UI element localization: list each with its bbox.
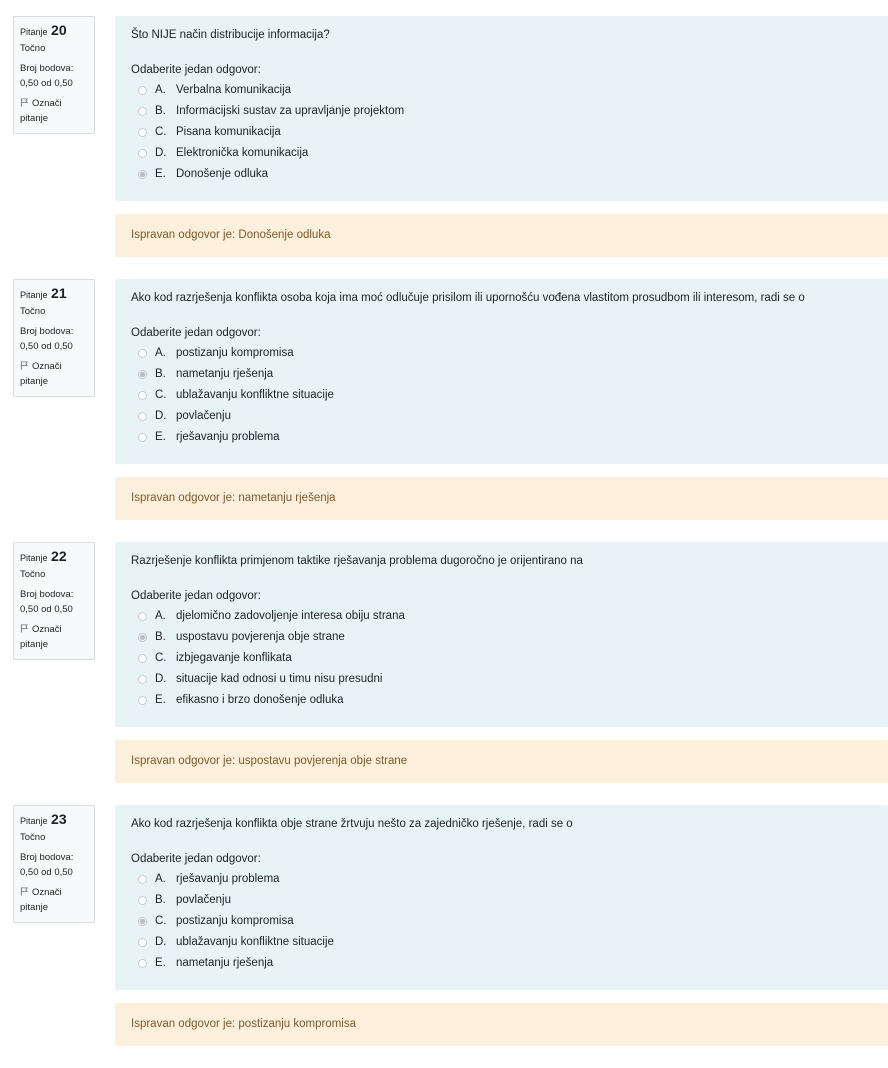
answer-list — [131, 869, 872, 974]
answer-letter: D. — [155, 936, 167, 948]
answer-letter: E. — [155, 957, 166, 969]
answer-letter: A. — [155, 84, 166, 96]
question-info — [13, 542, 95, 660]
answer-prompt: Odaberite jedan odgovor: — [131, 590, 261, 602]
answer-option[interactable] — [131, 869, 872, 890]
answer-radio[interactable] — [138, 149, 147, 158]
question-22 — [0, 542, 888, 805]
answer-radio[interactable] — [138, 896, 147, 905]
answer-radio[interactable] — [138, 391, 147, 400]
question-formulation — [115, 542, 888, 727]
answer-letter: C. — [155, 915, 167, 927]
answer-letter: D. — [155, 673, 167, 685]
answer-option[interactable] — [131, 122, 872, 143]
answer-text: rješavanju problema — [176, 873, 280, 885]
answer-option[interactable] — [131, 143, 872, 164]
flag-icon — [20, 98, 29, 107]
answer-radio[interactable] — [138, 938, 147, 947]
answer-text: postizanju kompromisa — [176, 915, 294, 927]
answer-text: rješavanju problema — [176, 431, 280, 443]
question-number: 22 — [51, 548, 67, 564]
answer-letter: B. — [155, 105, 166, 117]
question-text: Što NIJE način distribucije informacija? — [131, 29, 330, 41]
answer-letter: E. — [155, 431, 166, 443]
correct-answer-feedback: Ispravan odgovor je: postizanju kompromisa — [115, 1003, 888, 1046]
answer-text: efikasno i brzo donošenje odluka — [176, 694, 344, 706]
answer-prompt: Odaberite jedan odgovor: — [131, 853, 261, 865]
answer-option[interactable] — [131, 164, 872, 185]
answer-option[interactable] — [131, 890, 872, 911]
question-formulation — [115, 805, 888, 990]
question-number: 23 — [51, 811, 67, 827]
answer-option[interactable] — [131, 385, 872, 406]
question-label: Pitanje — [20, 816, 48, 826]
question-label: Pitanje — [20, 27, 48, 37]
answer-text: nametanju rješenja — [176, 368, 274, 380]
answer-option[interactable] — [131, 932, 872, 953]
answer-text: izbjegavanje konflikata — [176, 652, 292, 664]
answer-radio[interactable] — [138, 612, 147, 621]
answer-radio[interactable] — [138, 412, 147, 421]
answer-text: Donošenje odluka — [176, 168, 269, 180]
answer-text: uspostavu povjerenja obje strane — [176, 631, 345, 643]
question-number-line — [20, 549, 88, 566]
question-21 — [0, 279, 888, 542]
answer-letter: A. — [155, 873, 166, 885]
answer-radio[interactable] — [138, 917, 147, 926]
answer-option[interactable] — [131, 669, 872, 690]
question-20 — [0, 16, 888, 279]
answer-radio[interactable] — [138, 633, 147, 642]
answer-radio[interactable] — [138, 654, 147, 663]
answer-list — [131, 606, 872, 711]
question-text: Razrješenje konflikta primjenom taktike rješavanja problema dugoročno je orijentirano na — [131, 555, 583, 567]
correct-answer-feedback: Ispravan odgovor je: uspostavu povjerenja obje strane — [115, 740, 888, 783]
answer-option[interactable] — [131, 406, 872, 427]
question-info — [13, 805, 95, 923]
question-number-line — [20, 812, 88, 829]
question-state: Točno — [20, 306, 46, 317]
correct-answer-feedback: Ispravan odgovor je: nametanju rješenja — [115, 477, 888, 520]
answer-option[interactable] — [131, 606, 872, 627]
answer-letter: E. — [155, 694, 166, 706]
flag-question-link[interactable] — [20, 96, 88, 126]
answer-text: djelomično zadovoljenje interesa obiju strana — [176, 610, 405, 622]
answer-text: nametanju rješenja — [176, 957, 274, 969]
question-state: Točno — [20, 569, 46, 580]
answer-radio[interactable] — [138, 696, 147, 705]
flag-question-link[interactable] — [20, 359, 88, 389]
answer-option[interactable] — [131, 427, 872, 448]
answer-option[interactable] — [131, 364, 872, 385]
question-23 — [0, 805, 888, 1068]
answer-text: ublažavanju konfliktne situacije — [176, 389, 334, 401]
answer-radio[interactable] — [138, 370, 147, 379]
answer-prompt: Odaberite jedan odgovor: — [131, 64, 261, 76]
question-grade: Broj bodova: 0,50 od 0,50 — [20, 326, 74, 352]
question-label: Pitanje — [20, 290, 48, 300]
question-info — [13, 16, 95, 134]
answer-letter: C. — [155, 126, 167, 138]
flag-icon — [20, 624, 29, 633]
question-number: 21 — [51, 285, 67, 301]
answer-list — [131, 80, 872, 185]
question-grade: Broj bodova: 0,50 od 0,50 — [20, 63, 74, 89]
answer-text: povlačenju — [176, 894, 231, 906]
answer-letter: C. — [155, 389, 167, 401]
question-number-line — [20, 23, 88, 40]
question-grade: Broj bodova: 0,50 od 0,50 — [20, 589, 74, 615]
answer-text: Elektronička komunikacija — [176, 147, 309, 159]
question-number: 20 — [51, 22, 67, 38]
flag-question-label: Označi pitanje — [20, 624, 62, 650]
answer-letter: B. — [155, 631, 166, 643]
answer-option[interactable] — [131, 911, 872, 932]
answer-letter: A. — [155, 347, 166, 359]
answer-radio[interactable] — [138, 959, 147, 968]
answer-text: ublažavanju konfliktne situacije — [176, 936, 334, 948]
answer-option[interactable] — [131, 627, 872, 648]
answer-text: Verbalna komunikacija — [176, 84, 292, 96]
question-formulation — [115, 16, 888, 201]
question-info — [13, 279, 95, 397]
answer-radio[interactable] — [138, 170, 147, 179]
answer-radio[interactable] — [138, 675, 147, 684]
answer-letter: D. — [155, 410, 167, 422]
answer-letter: A. — [155, 610, 166, 622]
answer-letter: B. — [155, 368, 166, 380]
question-state: Točno — [20, 832, 46, 843]
answer-radio[interactable] — [138, 433, 147, 442]
answer-text: povlačenju — [176, 410, 231, 422]
answer-letter: D. — [155, 147, 167, 159]
question-text: Ako kod razrješenja konflikta osoba koja ima moć odlučuje prisilom ili upornošću vođena vlastitom prosudbom ili interesom, radi se o — [131, 292, 805, 304]
answer-text: situacije kad odnosi u timu nisu presudni — [176, 673, 383, 685]
question-text: Ako kod razrješenja konflikta obje strane žrtvuju nešto za zajedničko rješenje, radi se o — [131, 818, 573, 830]
answer-radio[interactable] — [138, 107, 147, 116]
answer-text: postizanju kompromisa — [176, 347, 294, 359]
flag-icon — [20, 361, 29, 370]
answer-letter: E. — [155, 168, 166, 180]
question-label: Pitanje — [20, 553, 48, 563]
flag-question-link[interactable] — [20, 885, 88, 915]
question-number-line — [20, 286, 88, 303]
question-state: Točno — [20, 43, 46, 54]
flag-question-label: Označi pitanje — [20, 887, 62, 913]
correct-answer-feedback: Ispravan odgovor je: Donošenje odluka — [115, 214, 888, 257]
answer-list — [131, 343, 872, 448]
answer-text: Pisana komunikacija — [176, 126, 281, 138]
flag-question-label: Označi pitanje — [20, 361, 62, 387]
flag-question-link[interactable] — [20, 622, 88, 652]
answer-letter: C. — [155, 652, 167, 664]
question-formulation — [115, 279, 888, 464]
answer-prompt: Odaberite jedan odgovor: — [131, 327, 261, 339]
answer-text: Informacijski sustav za upravljanje projektom — [176, 105, 405, 117]
question-grade: Broj bodova: 0,50 od 0,50 — [20, 852, 74, 878]
answer-option[interactable] — [131, 80, 872, 101]
flag-icon — [20, 887, 29, 896]
answer-radio[interactable] — [138, 128, 147, 137]
answer-option[interactable] — [131, 690, 872, 711]
flag-question-label: Označi pitanje — [20, 98, 62, 124]
answer-option[interactable] — [131, 343, 872, 364]
answer-option[interactable] — [131, 648, 872, 669]
answer-letter: B. — [155, 894, 166, 906]
answer-option[interactable] — [131, 101, 872, 122]
answer-option[interactable] — [131, 953, 872, 974]
answer-radio[interactable] — [138, 86, 147, 95]
answer-radio[interactable] — [138, 875, 147, 884]
answer-radio[interactable] — [138, 349, 147, 358]
